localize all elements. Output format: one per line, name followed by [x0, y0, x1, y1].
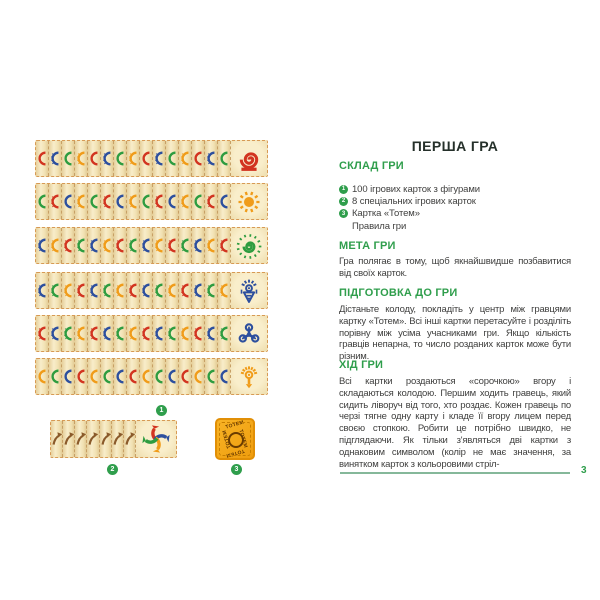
card-sliver	[152, 184, 165, 219]
card-sliver	[126, 316, 139, 351]
card-sliver	[217, 359, 230, 394]
card-sliver	[139, 141, 152, 176]
figure-3-badge: 3	[231, 464, 242, 475]
card-sliver	[165, 141, 178, 176]
card-sliver	[87, 316, 100, 351]
totem-card	[215, 418, 255, 460]
card-sliver	[48, 273, 61, 308]
totem-label: TOTEM	[221, 429, 233, 450]
card-row	[35, 227, 268, 264]
list-item	[339, 208, 480, 220]
card-sliver	[87, 228, 100, 263]
card-sliver	[178, 228, 191, 263]
card-sliver	[87, 273, 100, 308]
figure-2-badge: 2	[107, 464, 118, 475]
totem-label: TOTEM	[237, 428, 249, 449]
card-sliver	[61, 184, 74, 219]
card-sliver	[191, 359, 204, 394]
section-heading-setup: ПІДГОТОВКА ДО ГРИ	[339, 287, 458, 299]
card-sliver	[139, 273, 152, 308]
list-item-text: Картка «Тотем»	[352, 208, 420, 220]
list-bullet-1: 1	[339, 185, 348, 194]
card-sliver	[113, 316, 126, 351]
card-sliver	[191, 316, 204, 351]
card-sliver	[139, 184, 152, 219]
list-bullet-2: 2	[339, 197, 348, 206]
card-sliver	[36, 141, 48, 176]
card-sliver	[204, 273, 217, 308]
card-row	[35, 140, 268, 177]
rules-column	[339, 138, 571, 478]
card-sliver	[204, 359, 217, 394]
list-item-text: 100 ігрових карток з фігурами	[352, 183, 480, 195]
card-sliver	[48, 228, 61, 263]
footer-rule	[340, 472, 570, 474]
card-sliver	[165, 316, 178, 351]
card-sliver	[217, 184, 230, 219]
totem-figure-icon	[230, 273, 267, 308]
card-sliver	[100, 316, 113, 351]
card-sliver	[139, 228, 152, 263]
list-item-text: 8 спеціальних ігрових карток	[352, 195, 476, 207]
card-sliver	[100, 273, 113, 308]
card-sliver	[217, 273, 230, 308]
card-sliver	[178, 316, 191, 351]
card-sliver	[217, 141, 230, 176]
goal-paragraph: Гра полягає в тому, щоб якнайшвидше позбавитися від своїх карток.	[339, 256, 571, 279]
card-sliver	[126, 184, 139, 219]
figure-1-badge: 1	[156, 405, 167, 416]
card-sliver	[126, 228, 139, 263]
card-sliver	[61, 359, 74, 394]
totem-circle-icon	[228, 432, 244, 448]
card-sliver	[100, 228, 113, 263]
components-list	[339, 183, 480, 232]
trinity-icon	[230, 316, 267, 351]
card-row	[35, 272, 268, 309]
card-sliver	[113, 184, 126, 219]
section-heading-gameplay: ХІД ГРИ	[339, 359, 384, 371]
arrow-card-sliver	[123, 421, 135, 457]
page-number: 3	[581, 465, 587, 476]
card-sliver	[178, 273, 191, 308]
card-sliver	[87, 141, 100, 176]
special-cards-row	[50, 420, 177, 458]
card-sliver	[152, 359, 165, 394]
arrow-card-sliver	[86, 421, 98, 457]
arrow-card-sliver	[74, 421, 86, 457]
pinwheel-arrows-icon	[135, 421, 176, 457]
card-sliver	[36, 228, 48, 263]
card-sliver	[165, 184, 178, 219]
spiky-spiral-icon	[230, 228, 267, 263]
card-sliver	[113, 141, 126, 176]
card-sliver	[74, 141, 87, 176]
card-sliver	[191, 228, 204, 263]
card-sliver	[126, 359, 139, 394]
card-sliver	[204, 184, 217, 219]
card-sliver	[74, 228, 87, 263]
gameplay-paragraph: Всі картки роздаються «сорочкою» вгору і складаються колодою. Першим ходить гравець, який сидить ліворуч від того, хто роздає. Кожен гравець по черзі тягне одну карту і кладе її вгору лицем перед своєю стопкою. Робити це потрібно швидко, не підглядаючи. Як тільки з'являться дві картки з однаковим символом (колір не має значення, за винятком карток з кольоровими стріл-	[339, 376, 571, 470]
card-sliver	[48, 141, 61, 176]
card-row	[35, 358, 268, 395]
card-sliver	[36, 273, 48, 308]
page-title: ПЕРША ГРА	[411, 138, 499, 154]
card-sliver	[165, 228, 178, 263]
card-sliver	[139, 316, 152, 351]
card-sliver	[152, 316, 165, 351]
card-sliver	[48, 184, 61, 219]
card-sliver	[61, 228, 74, 263]
card-sliver	[113, 359, 126, 394]
setup-paragraph: Дістаньте колоду, покладіть у центр між гравцями картку «Тотем». Всі інші картки перетасуйте і розділіть порівну між усіма учасниками гри. Якщо кількість гравців непарна, то число розданих карток може бути різним.	[339, 304, 571, 363]
card-sliver	[178, 141, 191, 176]
list-bullet-spacer	[339, 222, 348, 231]
sun-icon	[230, 184, 267, 219]
card-sliver	[217, 316, 230, 351]
card-sliver	[74, 316, 87, 351]
card-sliver	[204, 228, 217, 263]
card-sliver	[48, 316, 61, 351]
card-sliver	[113, 228, 126, 263]
card-row	[35, 183, 268, 220]
card-sliver	[100, 184, 113, 219]
card-sliver	[87, 359, 100, 394]
card-sliver	[191, 184, 204, 219]
card-sliver	[61, 141, 74, 176]
card-sliver	[74, 359, 87, 394]
section-heading-components: СКЛАД ГРИ	[339, 160, 404, 172]
section-heading-goal: МЕТА ГРИ	[339, 240, 396, 252]
arrow-card-sliver	[62, 421, 74, 457]
arrow-card-sliver	[111, 421, 123, 457]
card-sliver	[204, 316, 217, 351]
card-sliver	[36, 316, 48, 351]
list-item	[339, 183, 480, 195]
sun-key-icon	[230, 359, 267, 394]
spiral-snail-icon	[230, 141, 267, 176]
card-row	[35, 315, 268, 352]
card-sliver	[74, 184, 87, 219]
arrow-card-sliver	[51, 421, 62, 457]
card-sliver	[61, 316, 74, 351]
card-sliver	[74, 273, 87, 308]
card-sliver	[178, 184, 191, 219]
card-sliver	[87, 184, 100, 219]
card-sliver	[191, 273, 204, 308]
card-sliver	[152, 228, 165, 263]
card-sliver	[113, 273, 126, 308]
card-sliver	[217, 228, 230, 263]
totem-label: TOTEM	[225, 447, 246, 459]
card-sliver	[100, 359, 113, 394]
card-sliver	[36, 359, 48, 394]
list-item	[339, 220, 480, 232]
card-sliver	[191, 141, 204, 176]
list-bullet-3: 3	[339, 209, 348, 218]
list-item-text: Правила гри	[352, 220, 407, 232]
totem-label: TOTEM	[224, 419, 245, 431]
card-sliver	[61, 273, 74, 308]
card-sliver	[152, 273, 165, 308]
card-sliver	[100, 141, 113, 176]
card-sliver	[126, 141, 139, 176]
card-sliver	[152, 141, 165, 176]
card-sliver	[165, 359, 178, 394]
card-sliver	[48, 359, 61, 394]
card-sliver	[126, 273, 139, 308]
card-sliver	[36, 184, 48, 219]
list-item	[339, 195, 480, 207]
card-sliver	[204, 141, 217, 176]
card-sliver	[165, 273, 178, 308]
cards-illustration	[35, 140, 268, 490]
arrow-card-sliver	[99, 421, 111, 457]
card-sliver	[139, 359, 152, 394]
card-sliver	[178, 359, 191, 394]
